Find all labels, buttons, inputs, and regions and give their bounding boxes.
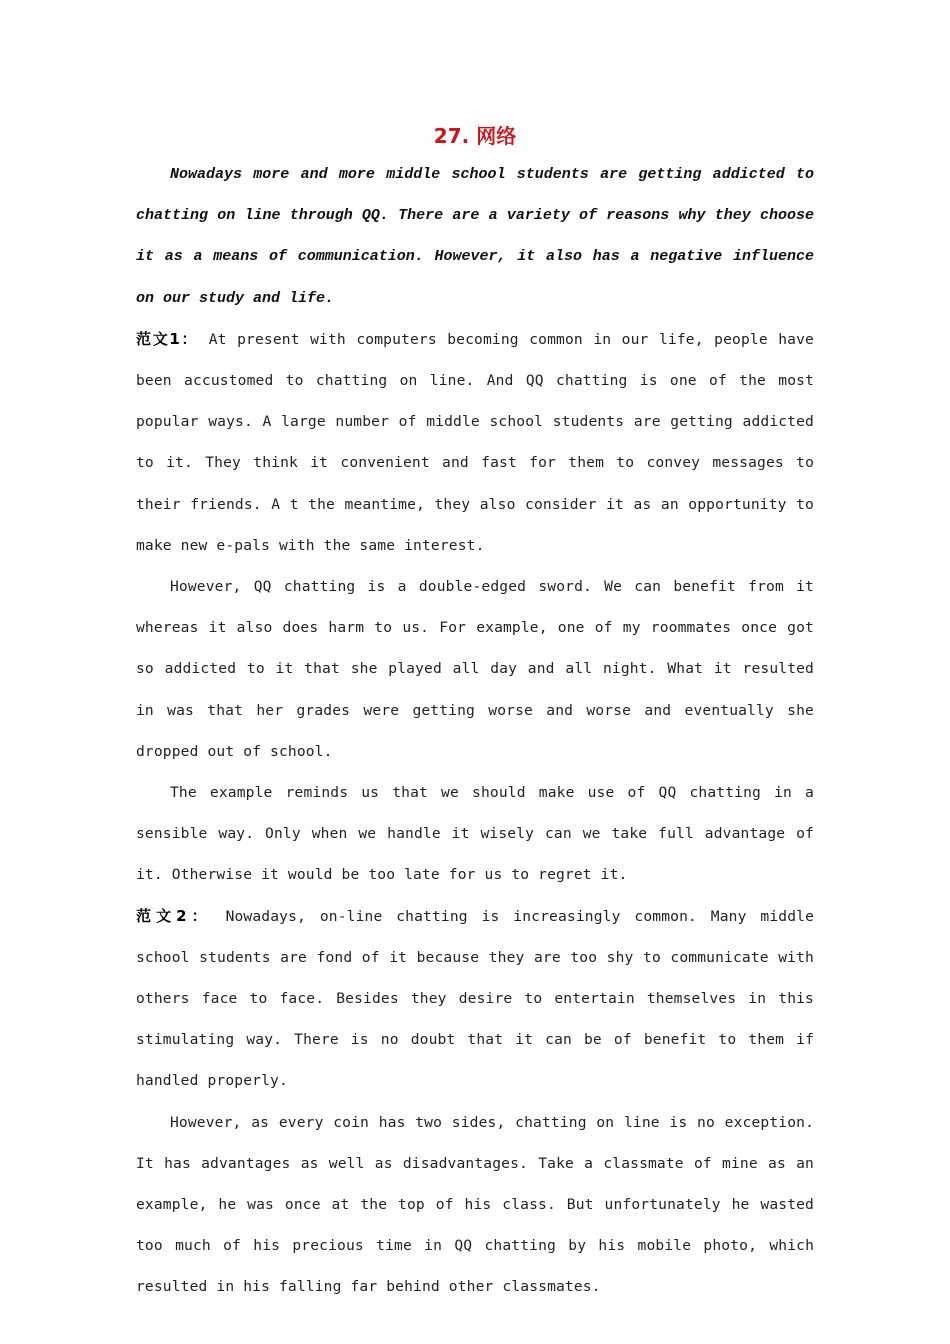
page-title: 27. 网络 (433, 124, 517, 148)
essay1-paragraph-1-text: At present with computers becoming common in our life, people have been accustomed to chatting on line. And QQ chatting is one of the most popular ways. A large number of middle school students are getting addicted to it. They think it convenient and fast for them to convey messages to their friends. A t the meantime, they also consider it as an opportunity to make new e-pals with the same interest. (136, 330, 814, 554)
essay2-paragraph-1-text: Nowadays, on-line chatting is increasingly common. Many middle school students are fond of it because they are too shy to communicate with others face to face. Besides they desire to entertain themselves in this stimulating way. There is no doubt that it can be of benefit to them if handled properly. (136, 907, 815, 1090)
essay2-paragraph-1 (136, 896, 814, 1102)
essay1-paragraph-3: The example reminds us that we should make use of QQ chatting in a sensible way. Only when we handle it wisely can we take full advantage of it. Otherwise it would be too late for us to regret it. (136, 784, 814, 884)
essay1-paragraph-1 (136, 319, 814, 566)
essay1-label: 范文1： (136, 329, 199, 348)
essay2-paragraph-2: However, as every coin has two sides, chatting on line is no exception. It has advantages as well as disadvantages. Take a classmate of mine as an example, he was once at the top of his class. But unfortunately he wasted too much of his precious time in QQ chatting by his mobile photo, which resulted in his falling far behind other classmates. (136, 1113, 814, 1296)
writing-prompt: Nowadays more and more middle school students are getting addicted to chatting on line through QQ. There are a variety of reasons why they choose it as a means of communication. However, it also has a negative influence on our study and life. (136, 166, 814, 307)
essay1-paragraph-2: However, QQ chatting is a double-edged sword. We can benefit from it whereas it also does harm to us. For example, one of my roommates once got so addicted to it that she played all day and all night. What it resulted in was that her grades were getting worse and worse and eventually she dropped out of school. (136, 578, 814, 760)
document-content (136, 118, 814, 1308)
essay2-label: 范文2： (136, 906, 212, 925)
